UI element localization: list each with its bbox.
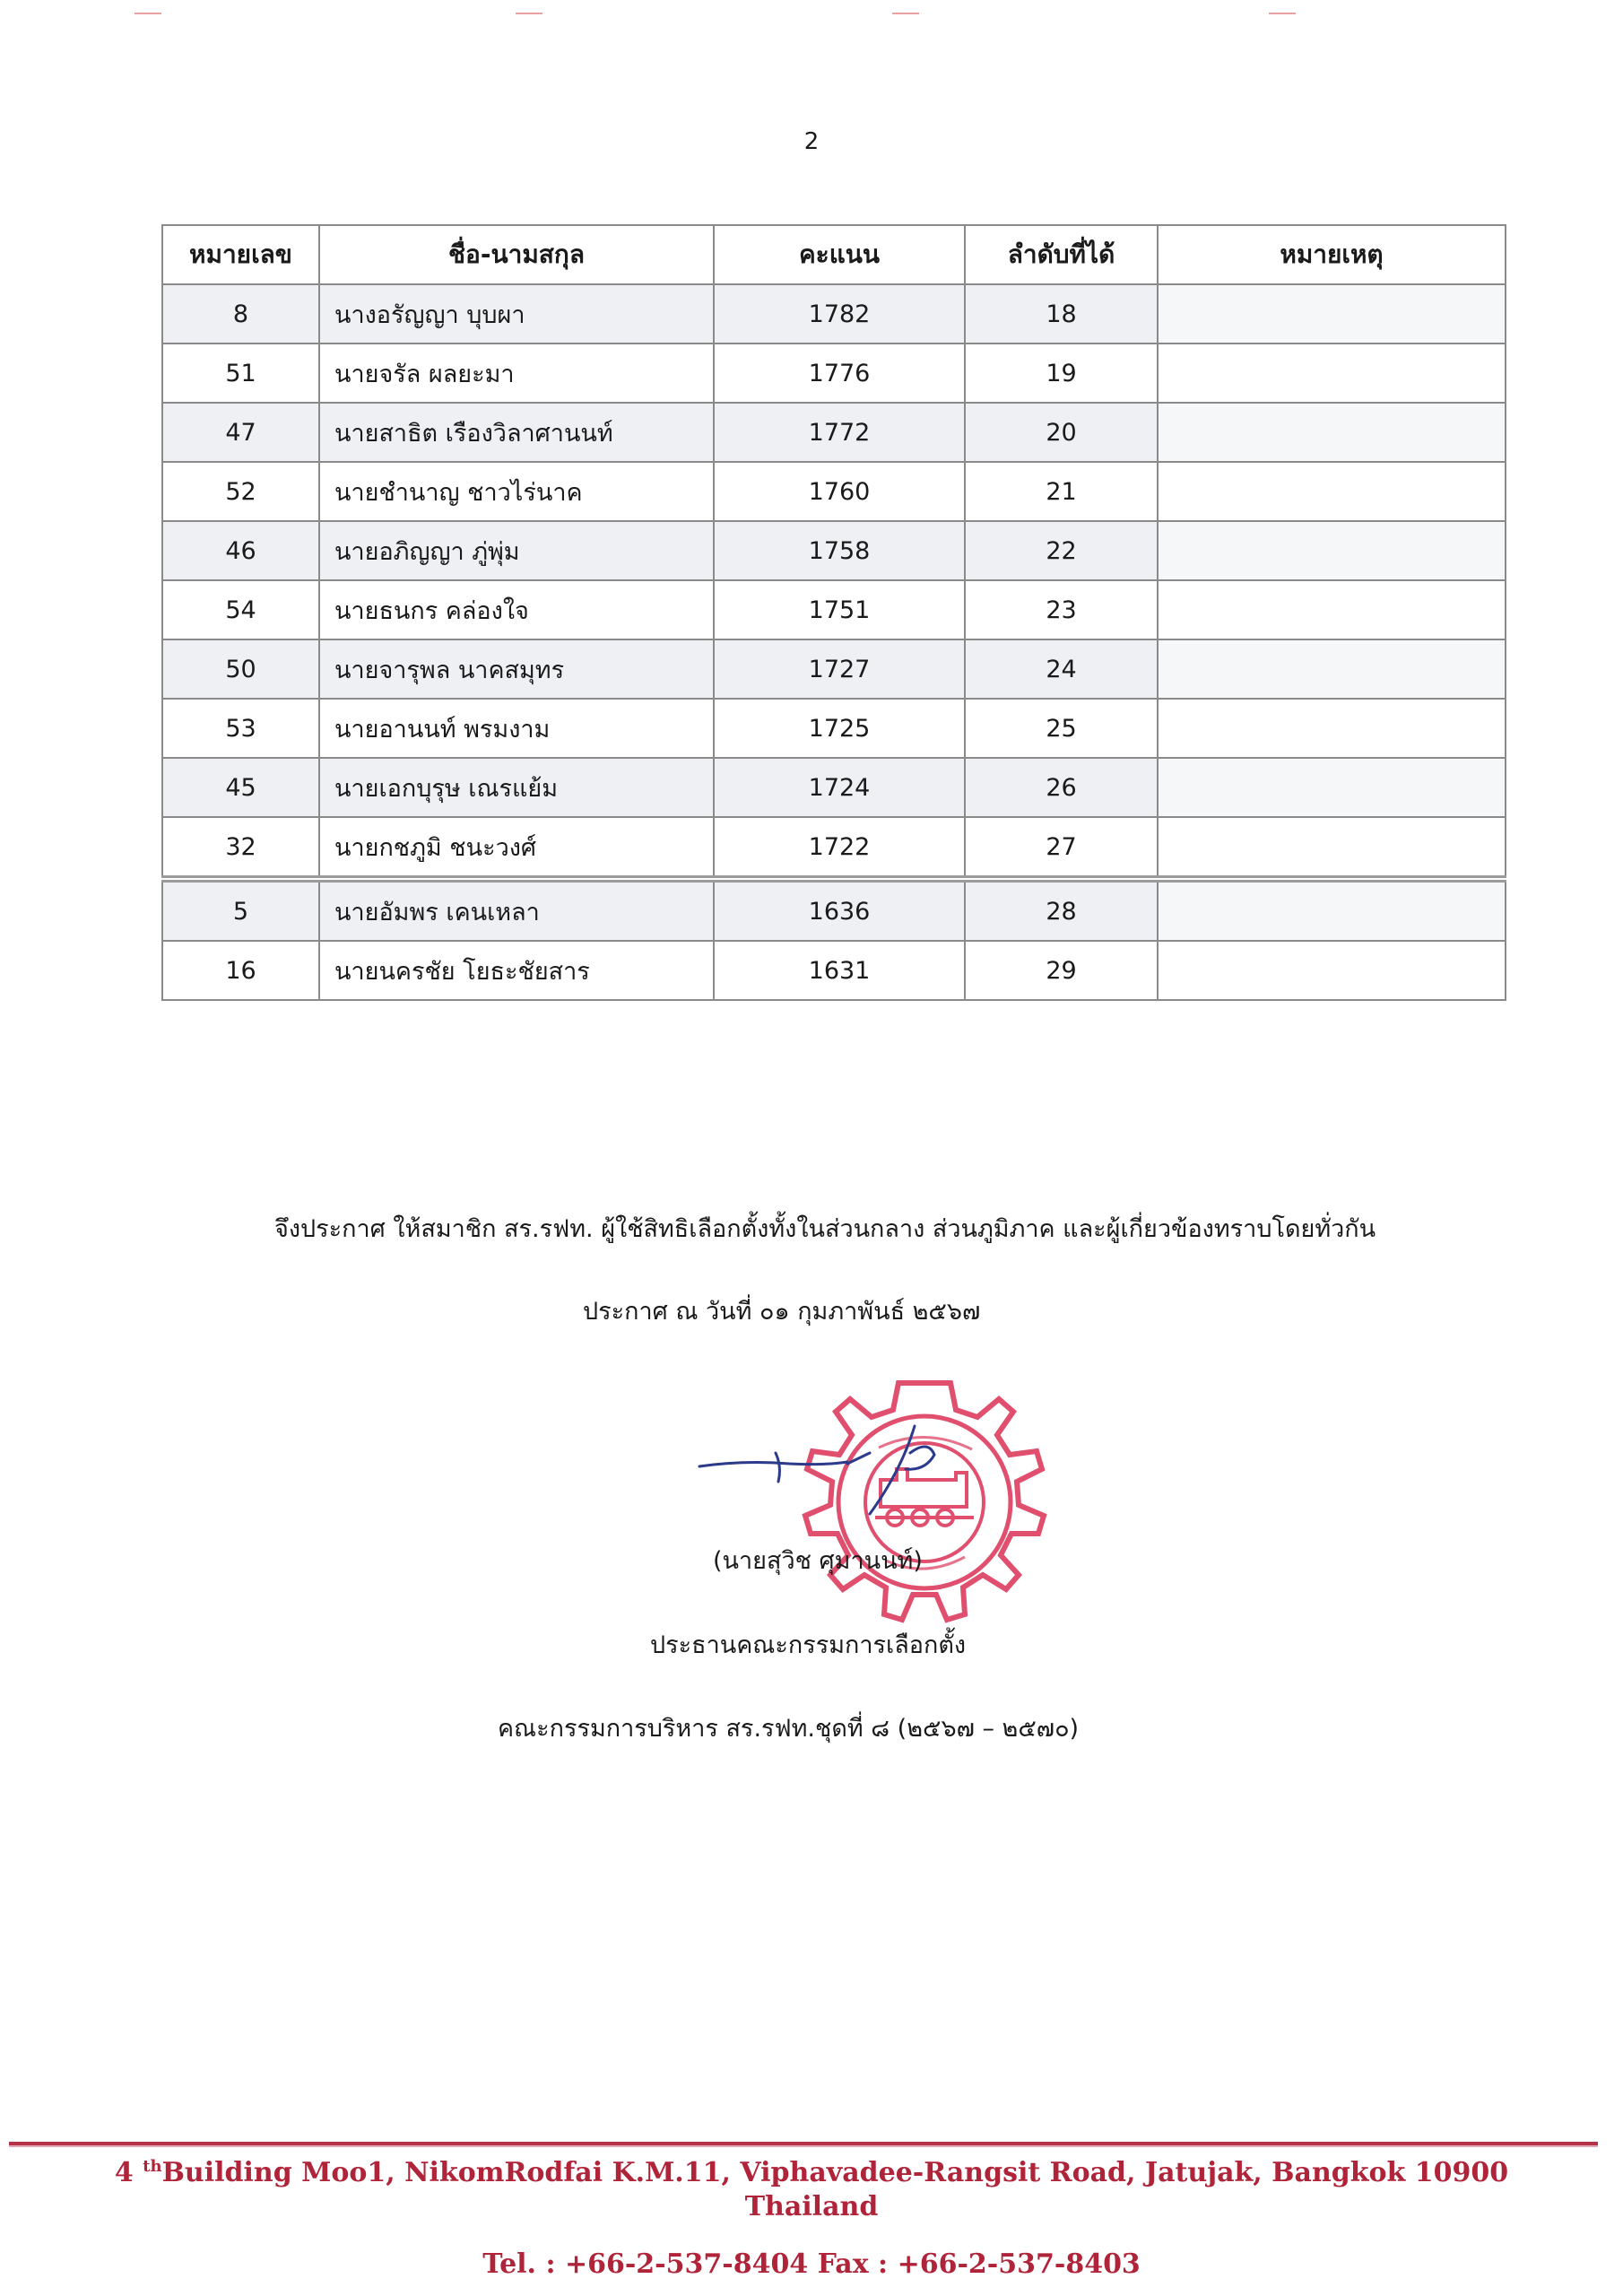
table-row	[162, 639, 1506, 699]
footer-divider	[9, 2142, 1598, 2145]
cell-name: นายจรัล ผลยะมา	[319, 344, 714, 403]
table-row	[162, 344, 1506, 403]
announcement-date: ประกาศ ณ วันที่ ๐๑ กุมภาพันธ์ ๒๕๖๗	[583, 1298, 981, 1326]
table-row	[162, 284, 1506, 344]
cell-number: 52	[162, 462, 319, 521]
top-edge-marks	[0, 13, 1623, 18]
cell-rank: 27	[965, 817, 1158, 879]
cell-name: นายจารุพล นาคสมุทร	[319, 639, 714, 699]
table-row	[162, 580, 1506, 639]
table-row	[162, 879, 1506, 941]
footer-address	[0, 2157, 1623, 2188]
cell-remark	[1158, 758, 1506, 817]
cell-score: 1782	[714, 284, 965, 344]
table-row	[162, 521, 1506, 580]
edge-mark	[892, 13, 919, 14]
cell-name: นายอภิญญา ภู่พุ่ม	[319, 521, 714, 580]
cell-name: นายอัมพร เคนเหลา	[319, 879, 714, 941]
table-row	[162, 462, 1506, 521]
table-row	[162, 817, 1506, 879]
cell-number: 45	[162, 758, 319, 817]
cell-score: 1776	[714, 344, 965, 403]
cell-name: นายชำนาญ ชาวไร่นาค	[319, 462, 714, 521]
announcement-text: จึงประกาศ ให้สมาชิก สร.รฟท. ผู้ใช้สิทธิเลือกตั้งทั้งในส่วนกลาง ส่วนภูมิภาค และผู้เกี่ยวข้องทราบโดยทั่วกัน	[274, 1215, 1376, 1243]
cell-rank: 22	[965, 521, 1158, 580]
cell-rank: 29	[965, 941, 1158, 1000]
cell-name: นายเอกบุรุษ เณรแย้ม	[319, 758, 714, 817]
edge-mark	[135, 13, 161, 14]
cell-remark	[1158, 941, 1506, 1000]
cell-remark	[1158, 639, 1506, 699]
cell-name: นายธนกร คล่องใจ	[319, 580, 714, 639]
cell-remark	[1158, 284, 1506, 344]
signer-name: (นายสุวิช ศุมานนท์)	[713, 1547, 923, 1575]
cell-number: 8	[162, 284, 319, 344]
address-text: Building Moo1, NikomRodfai K.M.11, Viphavadee-Rangsit Road, Jatujak, Bangkok 10900	[161, 2157, 1509, 2188]
cell-rank: 20	[965, 403, 1158, 462]
cell-remark	[1158, 403, 1506, 462]
table-header-row	[162, 225, 1506, 284]
committee-line: คณะกรรมการบริหาร สร.รฟท.ชุดที่ ๘ (๒๕๖๗ – ๒๕๗๐)	[498, 1715, 1080, 1743]
cell-score: 1722	[714, 817, 965, 879]
cell-rank: 25	[965, 699, 1158, 758]
cell-remark	[1158, 462, 1506, 521]
cell-number: 32	[162, 817, 319, 879]
cell-score: 1760	[714, 462, 965, 521]
cell-rank: 18	[965, 284, 1158, 344]
cell-score: 1724	[714, 758, 965, 817]
cell-number: 54	[162, 580, 319, 639]
edge-mark	[1269, 13, 1296, 14]
cell-remark	[1158, 879, 1506, 941]
cell-rank: 26	[965, 758, 1158, 817]
cell-rank: 23	[965, 580, 1158, 639]
cell-number: 46	[162, 521, 319, 580]
cell-score: 1727	[714, 639, 965, 699]
cell-number: 53	[162, 699, 319, 758]
cell-remark	[1158, 344, 1506, 403]
footer-phone: Tel. : +66-2-537-8404 Fax : +66-2-537-8403	[482, 2248, 1141, 2280]
signature-area	[690, 1372, 1103, 1641]
cell-name: นายกชภูมิ ชนะวงศ์	[319, 817, 714, 879]
cell-score: 1725	[714, 699, 965, 758]
cell-score: 1751	[714, 580, 965, 639]
footer-country: Thailand	[744, 2191, 879, 2222]
header-score: คะแนน	[714, 225, 965, 284]
cell-number: 47	[162, 403, 319, 462]
cell-rank: 21	[965, 462, 1158, 521]
cell-number: 16	[162, 941, 319, 1000]
header-number: หมายเลข	[162, 225, 319, 284]
cell-score: 1631	[714, 941, 965, 1000]
cell-number: 5	[162, 879, 319, 941]
cell-score: 1636	[714, 879, 965, 941]
edge-mark	[516, 13, 542, 14]
cell-score: 1772	[714, 403, 965, 462]
cell-remark	[1158, 699, 1506, 758]
cell-name: นางอรัญญา บุบผา	[319, 284, 714, 344]
cell-name: นายสาธิต เรืองวิลาศานนท์	[319, 403, 714, 462]
handwritten-signature	[690, 1417, 1013, 1525]
address-ordinal-suffix: th	[143, 2157, 162, 2176]
cell-number: 51	[162, 344, 319, 403]
header-remark: หมายเหตุ	[1158, 225, 1506, 284]
results-table	[161, 224, 1506, 1001]
cell-rank: 28	[965, 879, 1158, 941]
address-ordinal: 4	[114, 2157, 134, 2188]
cell-remark	[1158, 817, 1506, 879]
cell-remark	[1158, 580, 1506, 639]
table-row	[162, 941, 1506, 1000]
cell-number: 50	[162, 639, 319, 699]
header-name: ชื่อ-นามสกุล	[319, 225, 714, 284]
table-row	[162, 403, 1506, 462]
cell-remark	[1158, 521, 1506, 580]
cell-name: นายนครชัย โยธะชัยสาร	[319, 941, 714, 1000]
cell-rank: 24	[965, 639, 1158, 699]
page-number: 2	[803, 128, 820, 155]
cell-score: 1758	[714, 521, 965, 580]
cell-rank: 19	[965, 344, 1158, 403]
cell-name: นายอานนท์ พรมงาม	[319, 699, 714, 758]
table-row	[162, 758, 1506, 817]
signer-title: ประธานคณะกรรมการเลือกตั้ง	[650, 1631, 967, 1659]
table-row	[162, 699, 1506, 758]
header-rank: ลำดับที่ได้	[965, 225, 1158, 284]
